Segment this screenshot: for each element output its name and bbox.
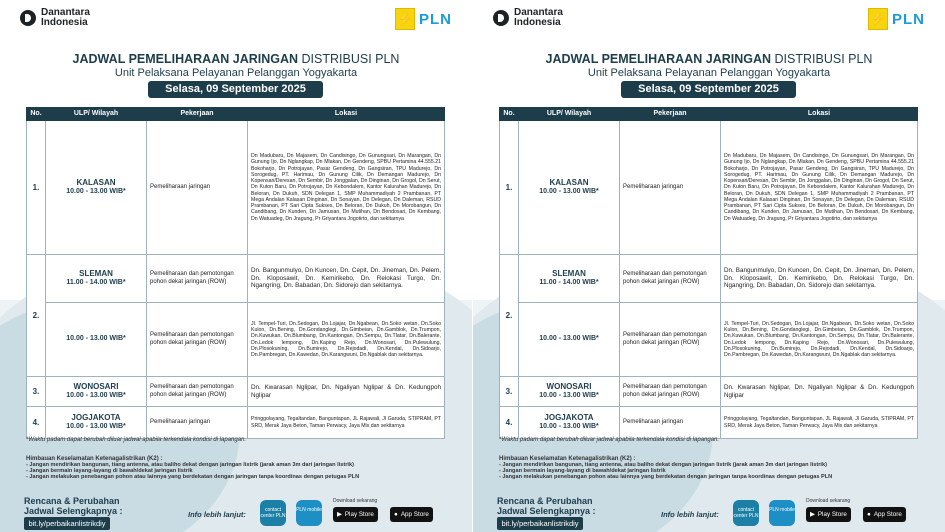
schedule-table: [499, 107, 918, 439]
pln-logo: [868, 8, 925, 30]
safety-title: Himbauan Keselamatan Ketenagalistrikan (K2) :: [26, 456, 163, 462]
logo-line1: Danantara: [514, 7, 563, 18]
page-title: [473, 52, 945, 66]
table-row: [27, 377, 445, 407]
ulp-time: 10.00 - 13.00 WIB*: [539, 423, 599, 431]
ulp-time: 10.00 - 13.00 WIB*: [539, 335, 599, 343]
ulp-name: WONOSARI: [546, 382, 592, 392]
play-icon: ▶: [337, 511, 342, 518]
rencana-line2: Jadwal Selengkapnya :: [24, 506, 123, 516]
lokasi-cell: Pringgolayang, Tegaltandan, Banguntapan, JL Rajawali, Jl Garuda, STIPRAM, PT SRD, Merak Jaya Beton, Taman Perwacy, Jaya Mix dan sekitarnya: [721, 407, 918, 439]
play-store-button[interactable]: [806, 507, 851, 522]
play-store-label: Play Store: [344, 511, 374, 518]
contact-center-app-icon[interactable]: contact center PLN: [733, 500, 759, 526]
page-title: [0, 52, 472, 66]
pln-logo: [395, 8, 452, 30]
title-bold: JADWAL PEMELIHARAAN JARINGAN: [72, 52, 299, 66]
title-normal: DISTRIBUSI PLN: [301, 52, 400, 66]
page-subtitle: Unit Pelaksana Pelayanan Pelanggan Yogyakarta: [114, 67, 358, 79]
pekerjaan-cell: Pemeliharaan dan pemotongan pohon dekat jaringan (ROW): [620, 377, 721, 407]
ulp-name: KALASAN: [549, 178, 589, 188]
app-store-button[interactable]: [390, 507, 433, 522]
ulp-cell: [519, 121, 620, 255]
lokasi-cell: Dn. Kwarasan Nglipar, Dn. Ngaliyan Nglipar & Dn. Kedungpoh Nglipar: [248, 377, 445, 407]
ulp-time: 10.00 - 13.00 WIB*: [539, 188, 599, 196]
schedule-table: [26, 107, 445, 439]
ulp-time: 11.00 - 14.00 WIB*: [66, 279, 126, 287]
pekerjaan-cell: Pemeliharaan dan pemotongan pohon dekat jaringan (ROW): [147, 303, 248, 377]
pekerjaan-cell: Pemeliharaan jaringan: [620, 121, 721, 255]
ulp-cell: [46, 255, 147, 303]
safety-item: - Jangan bermain layang-layang di bawah/dekat jaringan listrik: [499, 468, 666, 474]
ulp-time: 10.00 - 13.00 WIB*: [66, 392, 126, 400]
pln-mobile-app-icon[interactable]: PLN mobile: [296, 500, 322, 526]
pekerjaan-cell: Pemeliharaan jaringan: [147, 407, 248, 439]
ulp-name: KALASAN: [76, 178, 116, 188]
header-pekerjaan: Pekerjaan: [620, 108, 721, 121]
lokasi-cell: Dn. Bangunmulyo, Dn Kuncen, Dn. Cepit, Dn. Jineman, Dn. Pelem, Dn. Kloposawit, Dn. Kemirikebo, Dn. Relokasi Turgo, Dn. Ngangring, Dn. Babadan, Dn. Sidorejo dan sekitarnya.: [248, 255, 445, 303]
ulp-cell: [519, 377, 620, 407]
pln-logo-text: PLN: [892, 10, 925, 28]
pekerjaan-cell: Pemeliharaan dan pemotongan pohon dekat jaringan (ROW): [147, 255, 248, 303]
app-store-label: App Store: [400, 511, 429, 518]
lokasi-cell: Pringgolayang, Tegaltandan, Banguntapan, JL Rajawali, Jl Garuda, STIPRAM, PT SRD, Merak Jaya Beton, Taman Perwacy, Jaya Mix dan sekitarnya: [248, 407, 445, 439]
safety-item: - Jangan melakukan penebangan pohon atau lainnya yang berdekatan dengan jaringan tanpa koordinas dengan petugas PLN: [26, 474, 360, 480]
title-bold: JADWAL PEMELIHARAAN JARINGAN: [545, 52, 772, 66]
ulp-cell: [519, 407, 620, 439]
table-row: [500, 121, 918, 255]
header-lokasi: Lokasi: [721, 108, 918, 121]
ulp-name: SLEMAN: [79, 269, 113, 279]
pln-mobile-app-icon[interactable]: PLN mobile: [769, 500, 795, 526]
pln-logo-text: PLN: [419, 10, 452, 28]
pekerjaan-cell: Pemeliharaan jaringan: [620, 407, 721, 439]
app-store-button[interactable]: [863, 507, 906, 522]
ulp-cell: [46, 121, 147, 255]
pekerjaan-cell: Pemeliharaan dan pemotongan pohon dekat jaringan (ROW): [620, 255, 721, 303]
ulp-time: 10.00 - 13.00 WIB*: [66, 423, 126, 431]
header-no: No.: [500, 108, 519, 121]
info-label: Info lebih lanjut:: [188, 510, 246, 519]
apple-icon: ●: [394, 511, 398, 518]
contact-center-app-icon[interactable]: contact center PLN: [260, 500, 286, 526]
pekerjaan-cell: Pemeliharaan jaringan: [147, 121, 248, 255]
ulp-name: WONOSARI: [73, 382, 119, 392]
ulp-name: JOGJAKOTA: [71, 413, 121, 423]
safety-item: - Jangan mendirikan bangunan, tiang antenna, atau baliho dekat dengan jaringan listrik (jarak aman 3m dari jaringan listrik): [26, 462, 354, 468]
app-store-label: App Store: [873, 511, 902, 518]
rencana-line2: Jadwal Selengkapnya :: [497, 506, 596, 516]
rencana-line1: Rencana & Perubahan: [24, 496, 120, 506]
row-number: 1.: [500, 121, 519, 255]
ulp-time: 10.00 - 13.00 WIB*: [66, 188, 126, 196]
table-row: [27, 407, 445, 439]
schedule-info: [24, 496, 123, 516]
danantara-mark-icon: [20, 10, 36, 26]
logo-line2: Indonesia: [41, 17, 88, 28]
header-no: No.: [27, 108, 46, 121]
ulp-time: 10.00 - 13.00 WIB*: [539, 392, 599, 400]
lokasi-cell: Dn Madubaru, Dn Majasem, Dn Candisingo, Dn Gunungsari, Dn Marangan, Dn Gunung Ijo, Dn Nglangkap, Dn Mlakan, Dn Gendeng, SPBU Pertamina 44.555.21 Bokoharjo, Dn Potrojayan, Pasar Gendeng, Dn Gangsiran, TPU Madurejo, Dn Sorogedug, PT. Harimau, Dn Gunung Cilik, Dn Demangan Madurejo, Dn Kopensari/Deresan, Dn Sembir, Dn Jonggalan, Dn Dinginan, Dn Grogol, Dn Serut, Dn Kuton Baru, Dn Potrojayan, Dn Kebondalem, Kantor Kalurahan Madurejo, Dn Beloran, Dn Dukuh, SDN Delegan 1, SMP Muhammadiyah 2 Prambanan, PT Mega Andalan Kalasan Dinginan, Dn Sonayan, Dn Delegan, Dn Daleman, RSUD Prambanan, PT Sari Cipta Sukses, Dn Beloran, Dn Dukuh, Dn Morobangun, Dn Candibang, Dn Kunden, Dn Jamusan, Dn Mutihan, Dn Bendosari, Dn Kembang, Dn Watuadeg, Dn Jragung, Pr Griyantara Jogotirto, dan sekitarnya: [248, 121, 445, 255]
danantara-mark-icon: [493, 10, 509, 26]
ulp-time: 11.00 - 14.00 WIB*: [539, 279, 599, 287]
row-number: 2.: [500, 255, 519, 377]
lokasi-cell: Jl. Tempel-Turi, Dn.Sedogan, Dn.Lojajar, Dn.Ngabean, Dn.Soko wetan, Dn.Soko Kulon, Dn.Bening, Dn.Gondanglegi, Dn.Gimbeian, Dn.Gamblok, Dn.Trumpon, Dn.Kuwukan, Dn.Blumbang, Dn.Kantongan, Dn.Sempu, Dn.Tlatar, Dn.Balerante, Dn.Ledok lempong, Dn.Kaping Rejo, Dn.Wonosari, Dn.Pulewulung, Dn.Plosokuning, Dn.Bumirejo, Dn.Rejodadi, Dn.Kendal, Dn.Sidoarjo, Dn.Pambregan, Dn.Kawedan, Dn.Karangwuni, Dn.Ngablak dan sekitarnya.: [721, 303, 918, 377]
lokasi-cell: Dn. Kwarasan Nglipar, Dn. Ngaliyan Nglipar & Dn. Kedungpoh Nglipar: [721, 377, 918, 407]
safety-item: - Jangan bermain layang-layang di bawah/dekat jaringan listrik: [26, 468, 193, 474]
play-store-label: Play Store: [817, 511, 847, 518]
schedule-info: [497, 496, 596, 516]
logo-line1: Danantara: [41, 7, 90, 18]
lokasi-cell: Jl. Tempel-Turi, Dn.Sedogan, Dn.Lojajar, Dn.Ngabean, Dn.Soko wetan, Dn.Soko Kulon, Dn.Bening, Dn.Gondanglegi, Dn.Gimbeian, Dn.Gamblok, Dn.Trumpon, Dn.Kuwukan, Dn.Blumbang, Dn.Kantongan, Dn.Sempu, Dn.Tlatar, Dn.Balerante, Dn.Ledok lempong, Dn.Kaping Rejo, Dn.Wonosari, Dn.Pulewulung, Dn.Plosokuning, Dn.Bumirejo, Dn.Rejodadi, Dn.Kendal, Dn.Sidoarjo, Dn.Pambregan, Dn.Kawedan, Dn.Karangwuni, Dn.Ngablak dan sekitarnya.: [248, 303, 445, 377]
pekerjaan-cell: Pemeliharaan dan pemotongan pohon dekat jaringan (ROW): [147, 377, 248, 407]
safety-item: - Jangan mendirikan bangunan, tiang antenna, atau baliho dekat dengan jaringan listrik (jarak aman 3m dari jaringan listrik): [499, 462, 827, 468]
danantara-logo: [20, 8, 90, 28]
row-number: 4.: [27, 407, 46, 439]
pln-lightning-icon: ⚡: [395, 8, 415, 30]
ulp-cell: [519, 303, 620, 377]
play-icon: ▶: [810, 511, 815, 518]
download-label: Download sekarang: [806, 498, 851, 504]
row-number: 1.: [27, 121, 46, 255]
logo-line2: Indonesia: [514, 17, 561, 28]
time-note: *Waktu padam dapat berubah diluar jadwal apabila terkendala kondisi di lapangan.: [499, 437, 720, 443]
ulp-cell: [519, 255, 620, 303]
lokasi-cell: Dn Madubaru, Dn Majasem, Dn Candisingo, Dn Gunungsari, Dn Marangan, Dn Gunung Ijo, Dn Nglangkap, Dn Mlakan, Dn Gendeng, SPBU Pertamina 44.555.21 Bokoharjo, Dn Potrojayan, Pasar Gendeng, Dn Gangsiran, TPU Madurejo, Dn Sorogedug, PT. Harimau, Dn Gunung Cilik, Dn Demangan Madurejo, Dn Kopensari/Deresan, Dn Sembir, Dn Jonggalan, Dn Dinginan, Dn Grogol, Dn Serut, Dn Kuton Baru, Dn Potrojayan, Dn Kebondalem, Kantor Kalurahan Madurejo, Dn Beloran, Dn Dukuh, SDN Delegan 1, SMP Muhammadiyah 2 Prambanan, PT Mega Andalan Kalasan Dinginan, Dn Sonayan, Dn Delegan, Dn Daleman, RSUD Prambanan, PT Sari Cipta Sukses, Dn Beloran, Dn Dukuh, Dn Morobangun, Dn Candibang, Dn Kunden, Dn Jamusan, Dn Mutihan, Dn Bendosari, Dn Kembang, Dn Watuadeg, Dn Jragung, Pr Griyantara Jogotirto, dan sekitarnya: [721, 121, 918, 255]
date-banner: Selasa, 09 September 2025: [621, 81, 796, 98]
table-row: [500, 407, 918, 439]
ulp-cell: [46, 407, 147, 439]
ulp-name: JOGJAKOTA: [544, 413, 594, 423]
safety-title: Himbauan Keselamatan Ketenagalistrikan (K2) :: [499, 456, 636, 462]
poster-panel: [0, 0, 472, 532]
download-label: Download sekarang: [333, 498, 378, 504]
row-number: 2.: [27, 255, 46, 377]
row-number: 3.: [500, 377, 519, 407]
ulp-cell: [46, 377, 147, 407]
table-row: [27, 255, 445, 303]
ulp-cell: [46, 303, 147, 377]
header-pekerjaan: Pekerjaan: [147, 108, 248, 121]
play-store-button[interactable]: [333, 507, 378, 522]
row-number: 4.: [500, 407, 519, 439]
table-row: [27, 303, 445, 377]
pln-lightning-icon: ⚡: [868, 8, 888, 30]
danantara-logo: [493, 8, 563, 28]
table-row: [27, 121, 445, 255]
rencana-line1: Rencana & Perubahan: [497, 496, 593, 506]
schedule-link[interactable]: bit.ly/perbaikanlistrikdiy: [497, 517, 583, 530]
header-ulp: ULP/ Wilayah: [519, 108, 620, 121]
header-lokasi: Lokasi: [248, 108, 445, 121]
safety-item: - Jangan melakukan penebangan pohon atau lainnya yang berdekatan dengan jaringan tanpa koordinas dengan petugas PLN: [499, 474, 833, 480]
table-row: [500, 377, 918, 407]
apple-icon: ●: [867, 511, 871, 518]
table-row: [500, 303, 918, 377]
safety-notice: [26, 456, 359, 480]
page-subtitle: Unit Pelaksana Pelayanan Pelanggan Yogyakarta: [587, 67, 831, 79]
info-label: Info lebih lanjut:: [661, 510, 719, 519]
title-normal: DISTRIBUSI PLN: [774, 52, 873, 66]
header-ulp: ULP/ Wilayah: [46, 108, 147, 121]
lokasi-cell: Dn. Bangunmulyo, Dn Kuncen, Dn. Cepit, Dn. Jineman, Dn. Pelem, Dn. Kloposawit, Dn. Kemirikebo, Dn. Relokasi Turgo, Dn. Ngangring, Dn. Babadan, Dn. Sidorejo dan sekitarnya.: [721, 255, 918, 303]
poster-panel: [473, 0, 945, 532]
row-number: 3.: [27, 377, 46, 407]
pekerjaan-cell: Pemeliharaan dan pemotongan pohon dekat jaringan (ROW): [620, 303, 721, 377]
time-note: *Waktu padam dapat berubah diluar jadwal apabila terkendala kondisi di lapangan.: [26, 437, 247, 443]
safety-notice: [499, 456, 832, 480]
ulp-time: 10.00 - 13.00 WIB*: [66, 335, 126, 343]
ulp-name: SLEMAN: [552, 269, 586, 279]
schedule-link[interactable]: bit.ly/perbaikanlistrikdiy: [24, 517, 110, 530]
date-banner: Selasa, 09 September 2025: [148, 81, 323, 98]
table-row: [500, 255, 918, 303]
